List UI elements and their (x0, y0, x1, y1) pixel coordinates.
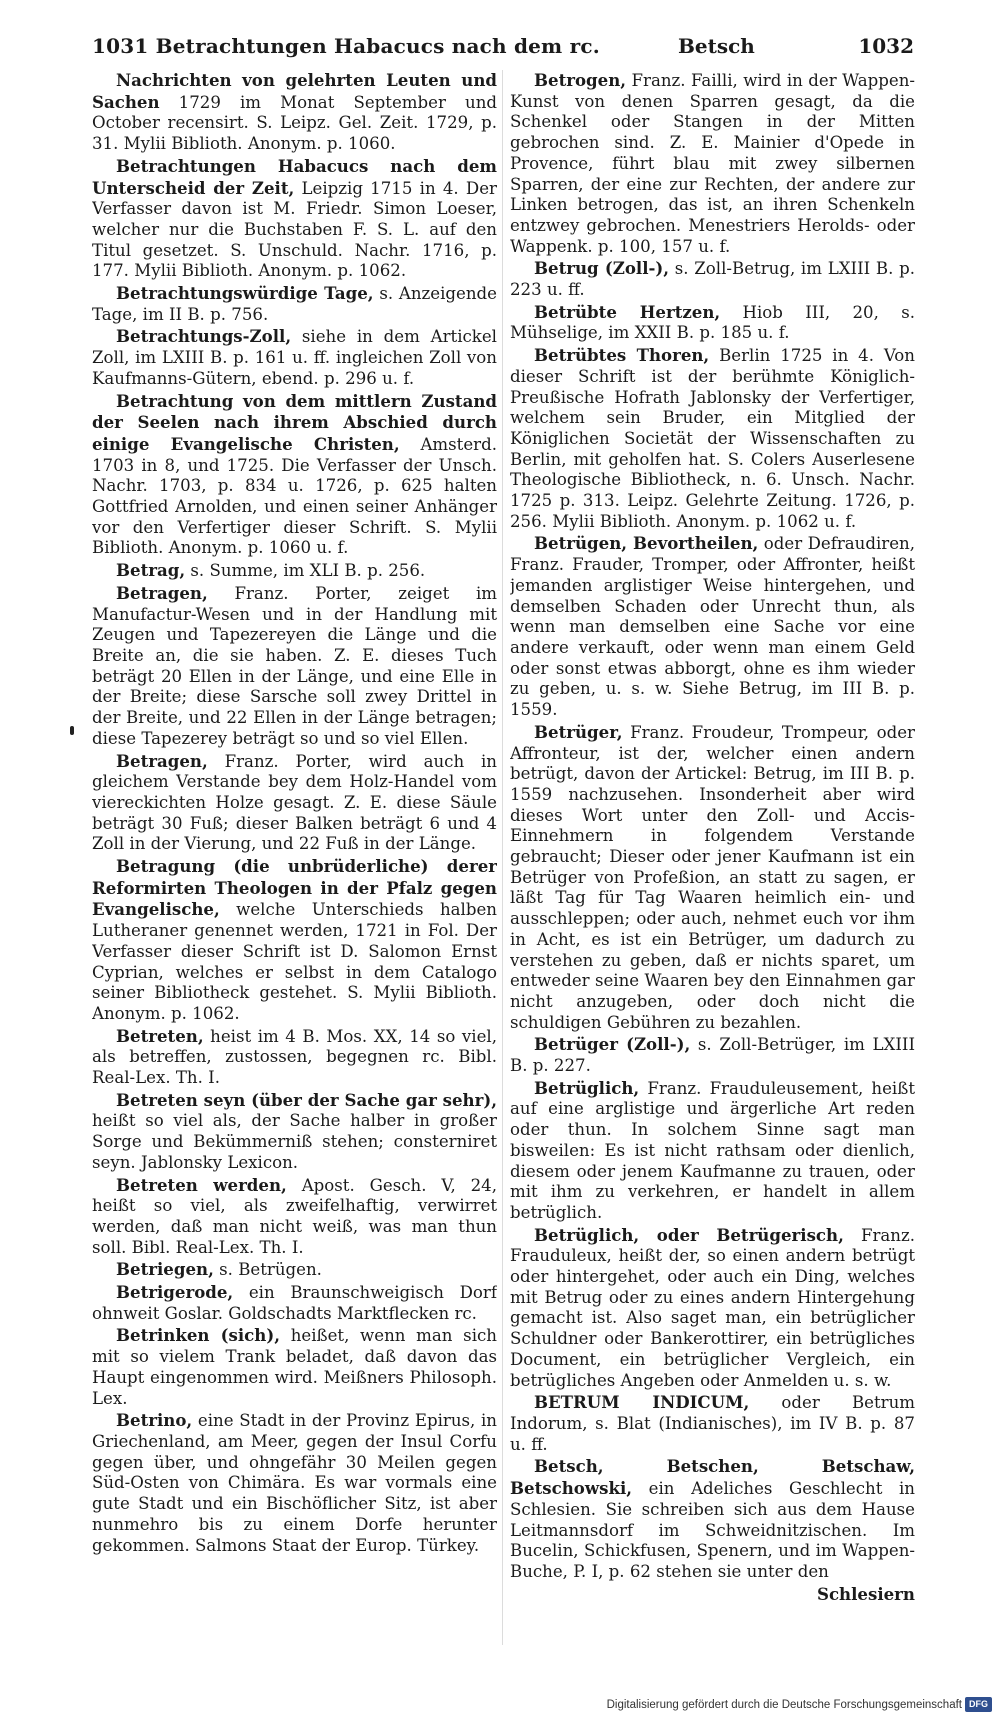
entry-text: s. Summe, im XLI B. p. 256. (185, 561, 426, 581)
entry-headword: Betriegen, (116, 1259, 214, 1280)
dictionary-entry (510, 70, 915, 257)
dictionary-entry (92, 583, 497, 750)
dictionary-entry (92, 1282, 497, 1324)
entry-text: siehe in dem Artickel Zoll, im LXIII B. p. 161 u. ff. ingleichen Zoll von Kaufmanns-Gütern, ebend. p. 296 u. f. (92, 327, 497, 388)
entry-headword: Betrübte Hertzen, (534, 301, 721, 322)
dictionary-entry (92, 391, 497, 560)
dictionary-entry (92, 751, 497, 856)
entry-text: Franz. Frauduleusement, heißt auf eine arglistige und ärgerliche Art reden oder thun. In solchem Sinne sagt man bisweilen: Es ist nicht rathsam oder dienlich, diesem oder jenem Kaufmanne zu trauen, oder mit ihm zu verkehren, er handelt in allem betrüglich. (510, 1078, 915, 1222)
digitization-footer (590, 1697, 992, 1715)
entry-headword: Betrüger (Zoll-), (534, 1034, 691, 1055)
margin-mark (70, 726, 74, 735)
entry-text: Hiob III, 20, s. Mühselige, im XXII B. p. 185 u. f. (510, 302, 915, 343)
dictionary-entry (510, 1392, 915, 1455)
dictionary-entry (510, 722, 915, 1034)
entry-text: Berlin 1725 in 4. Von dieser Schrift ist der berühmte Königlich-Preußische Hofrath Jablonsky der Verfertiger, welchem sein Bruder, ein Mitglied der Königlichen Societät der Wissenschaften zu Berlin, mit geholfen hat. S. Colers Auserlesene Theologische Bibliotheck, n. 6. Unsch. Nachr. 1725 p. 313. Leipz. Gelehrte Zeitung. 1726, p. 256. Mylii Biblioth. Anonym. p. 1062 u. f. (510, 346, 915, 531)
entry-headword: Betragen, (116, 582, 208, 603)
entry-headword: Betreten, (116, 1025, 204, 1046)
entry-headword: Betragung (die unbrüderliche) derer Reformirten Theologen in der Pfalz gegen Evangelische, (92, 856, 497, 920)
dictionary-entry (92, 856, 497, 1025)
entry-headword: Betragen, (116, 750, 208, 771)
dictionary-entry (92, 156, 497, 282)
entry-headword: Betrino, (116, 1410, 193, 1431)
entry-text: eine Stadt in der Provinz Epirus, in Griechenland, am Meer, gegen der Insul Corfu gegen über, und ohngefähr 30 Meilen gegen Süd-Osten von Chimära. Es war vormals eine gute Stadt und ein Bischöflicher Sitz, ist aber nunmehro bis zu einem Dorfe herunter gekommen. Salmons Staat der Europ. Türkey. (92, 1411, 497, 1555)
funding-note: Digitalisierung gefördert durch die Deutsche Forschungsgemeinschaft (606, 1699, 962, 1711)
dictionary-entry (92, 70, 497, 155)
dictionary-entry (92, 283, 497, 325)
entry-text: Amsterd. 1703 in 8, und 1725. Die Verfasser der Unsch. Nachr. 1703, p. 834 u. 1726, p. 625 halten Gottfried Arnolden, und einen seiner Anhänger vor den Verfertiger dieser Schrift. S. Mylii Biblioth. Anonym. p. 1060 u. f. (92, 434, 497, 558)
entry-text: ein Braunschweigisch Dorf ohnweit Goslar. Goldschadts Marktflecken rc. (92, 1283, 497, 1323)
entry-text: Franz. Froudeur, Trompeur, oder Affronteur, ist der, welcher einen andern betrügt, davon der Artickel: Betrug, im III B. p. 1559 nachzusehen. Insonderheit aber wird dieses Wort unter den Zoll- und Accis-Einnehmern in folgendem Verstande gebraucht; Dieser oder jener Kaufmann ist ein Betrüger von Profeßion, an statt zu sagen, er läßt Tag für Tag Waaren heimlich ein- und ausschleppen; oder auch, nehmet euch vor ihm in Acht, es ist ein Betrüger, um dadurch zu verstehen zu geben, daß er nichts sparet, um entweder seine Waaren bey den Einnahmen gar nicht anzugeben, oder doch nicht die schuldigen Gebühren zu bezahlen. (510, 722, 915, 1032)
entry-headword: Betrübtes Thoren, (534, 345, 710, 366)
entry-text: s. Anzeigende Tage, im II B. p. 756. (92, 284, 497, 324)
entry-headword: Nachrichten von gelehrten Leuten und Sachen (92, 70, 497, 112)
entry-text: welche Unterschieds halben Lutheraner genennet werden, 1721 in Fol. Der Verfasser dieser Schrift ist D. Salomon Ernst Cyprian, welches er selbst in dem Catalogo seiner Bibliotheck gestehet. S. Mylii Biblioth. Anonym. p. 1062. (92, 900, 497, 1023)
dfg-logo-icon: DFG (965, 1697, 992, 1712)
dictionary-entry (92, 1259, 497, 1281)
entry-text: Franz. Porter, wird auch in gleichem Verstande bey dem Holz-Handel vom viereckichten Holze gesagt. Z. E. diese Säule beträgt 30 Fuß; dieser Balken beträgt 6 und 4 Zoll in der Vierung, und 22 Fuß in der Länge. (92, 751, 497, 854)
entry-headword: Betrag, (116, 560, 186, 581)
dictionary-entry (510, 345, 915, 532)
dictionary-entry (510, 1225, 915, 1392)
entry-headword: Betrüglich, (534, 1077, 640, 1098)
entry-text: heißet, wenn man sich mit so vielem Trank beladet, daß davon das Haupt eingenommen wird. Meißners Philosoph. Lex. (92, 1326, 497, 1408)
entry-headword: Betrachtungen Habacucs nach dem Unterscheid der Zeit, (92, 155, 497, 198)
catchword: Schlesiern (816, 1583, 915, 1604)
entry-text: Franz. Porter, zeiget im Manufactur-Wesen und in der Handlung mit Zeugen und Tapezereyen die Länge und die Breite an, die sie haben. Z. E. dieses Tuch beträgt 20 Ellen in der Länge, und eine Elle in der Breite; diese Sarsche soll zwey Drittel in der Breite, und 22 Ellen in der Länge betragen; diese Tapezerey beträgt so und so viel Ellen. (92, 583, 497, 748)
left-column (92, 70, 497, 1640)
dictionary-entry (510, 302, 915, 344)
dictionary-entry (510, 1078, 915, 1224)
entry-text: Apost. Gesch. V, 24, heißt so viel, als zweifelhaftig, verwirret werden, daß man nicht weiß, was man thun soll. Bibl. Real-Lex. Th. I. (92, 1175, 497, 1257)
entry-text: ein Adeliches Geschlecht in Schlesien. Sie schreiben sich aus dem Hause Leitmannsdorf im Schweidnitzischen. Im Bucelin, Schickfusen, Spenern, und im Wappen-Buche, P. I, p. 62 stehen sie unter den (510, 1479, 915, 1581)
running-head-catchword: Betsch (678, 34, 755, 58)
entry-text: heißt so viel als, der Sache halber in großer Sorge und Bekümmerniß stehen; consterniret seyn. Jablonsky Lexicon. (92, 1111, 497, 1172)
entry-headword: Betreten seyn (über der Sache gar sehr), (116, 1089, 497, 1110)
entry-headword: Betreten werden, (116, 1174, 287, 1195)
entry-headword: Betrug (Zoll-), (534, 258, 670, 279)
entry-headword: Betrinken (sich), (116, 1325, 280, 1346)
entry-headword: Betrachtung von dem mittlern Zustand der Seelen nach ihrem Abschied durch einige Evangelische Christen, (92, 390, 497, 454)
entry-headword: Betrachtungswürdige Tage, (116, 283, 374, 304)
dictionary-entry (510, 533, 915, 720)
entry-headword: Betrüger, (534, 721, 623, 742)
dictionary-entry (92, 560, 497, 582)
dictionary-entry (510, 1456, 915, 1582)
dictionary-entry (510, 1034, 915, 1076)
dictionary-entry (92, 1090, 497, 1174)
entry-headword: Betrachtungs-Zoll, (116, 326, 292, 347)
entry-text: heist im 4 B. Mos. XX, 14 so viel, als betreffen, zustossen, begegnen rc. Bibl. Real-Lex. Th. I. (92, 1026, 497, 1088)
dictionary-entry (92, 1325, 497, 1409)
page-number: 1032 (858, 34, 914, 58)
column-divider (502, 70, 503, 1645)
page-header (92, 28, 914, 62)
entry-text: oder Defraudiren, Franz. Frauder, Tromper, oder Affronter, heißt jemanden arglistiger Weise hintergehen, und demselben Schaden oder Unrecht thun, als wenn man demselben eine Sache vor eine andere verkauft, oder wenn man einem Geld oder sonst etwas abborgt, ohne es ihm wieder zu geben, u. s. w. Siehe Betrug, im III B. p. 1559. (510, 534, 915, 720)
entry-headword: Betrüglich, oder Betrügerisch, (534, 1224, 844, 1245)
entry-headword: Betrügen, Bevortheilen, (534, 533, 759, 554)
entry-text: s. Betrügen. (213, 1260, 322, 1280)
entry-headword: Betrogen, (534, 70, 627, 90)
dictionary-entry (92, 1410, 497, 1556)
entry-text: Franz. Frauduleux, heißt der, so einen andern betrügt oder hintergehet, oder auch ein Ding, welches mit Betrug oder zu eines andern Hintergehung gemacht ist. Also saget man, ein betrüglicher Schuldner oder Bankerottirer, ein betrügliches Document, ein betrüglicher Vergleich, ein betrügliches Angeben oder Anmelden u. s. w. (510, 1225, 915, 1390)
dictionary-entry (92, 326, 497, 389)
entry-text: s. Zoll-Betrüger, im LXIII B. p. 227. (510, 1035, 915, 1076)
right-column (510, 70, 915, 1640)
entry-text: Franz. Failli, wird in der Wappen-Kunst von denen Sparren gesagt, da die Schenkel oder Stangen in der Mitten gebrochen sind. Z. E. Mainier d'Opede in Provence, führt blau mit zwey silbernen Sparren, der eine zur Rechten, der andere zur Linken betrogen, das ist, an ihren Schenkeln entzwey gebrochen. Menestriers Herolds- oder Wappenk. p. 100, 157 u. f. (510, 71, 915, 256)
entry-text: oder Betrum Indorum, s. Blat (Indianisches), im IV B. p. 87 u. ff. (510, 1393, 915, 1454)
entry-text: 1729 im Monat September und October recensirt. S. Leipz. Gel. Zeit. 1729, p. 31. Mylii Biblioth. Anonym. p. 1060. (92, 92, 497, 154)
entry-headword: Betrigerode, (116, 1282, 234, 1303)
dictionary-entry (510, 258, 915, 300)
entry-text: Leipzig 1715 in 4. Der Verfasser davon ist M. Friedr. Simon Loeser, welcher nur die Buchstaben F. S. L. auf den Titul gesetzet. S. Unschuld. Nachr. 1716, p. 177. Mylii Biblioth. Anonym. p. 1062. (92, 178, 497, 281)
dictionary-entry (92, 1175, 497, 1259)
entry-text: s. Zoll-Betrug, im LXIII B. p. 223 u. ff. (510, 259, 915, 300)
running-head-left: 1031 Betrachtungen Habacucs nach dem rc. (92, 34, 600, 58)
entry-headword: BETRUM INDICUM, (534, 1392, 750, 1413)
dictionary-entry (92, 1026, 497, 1089)
entry-headword: Betsch, Betschen, Betschaw, Betschowski, (510, 1456, 915, 1499)
